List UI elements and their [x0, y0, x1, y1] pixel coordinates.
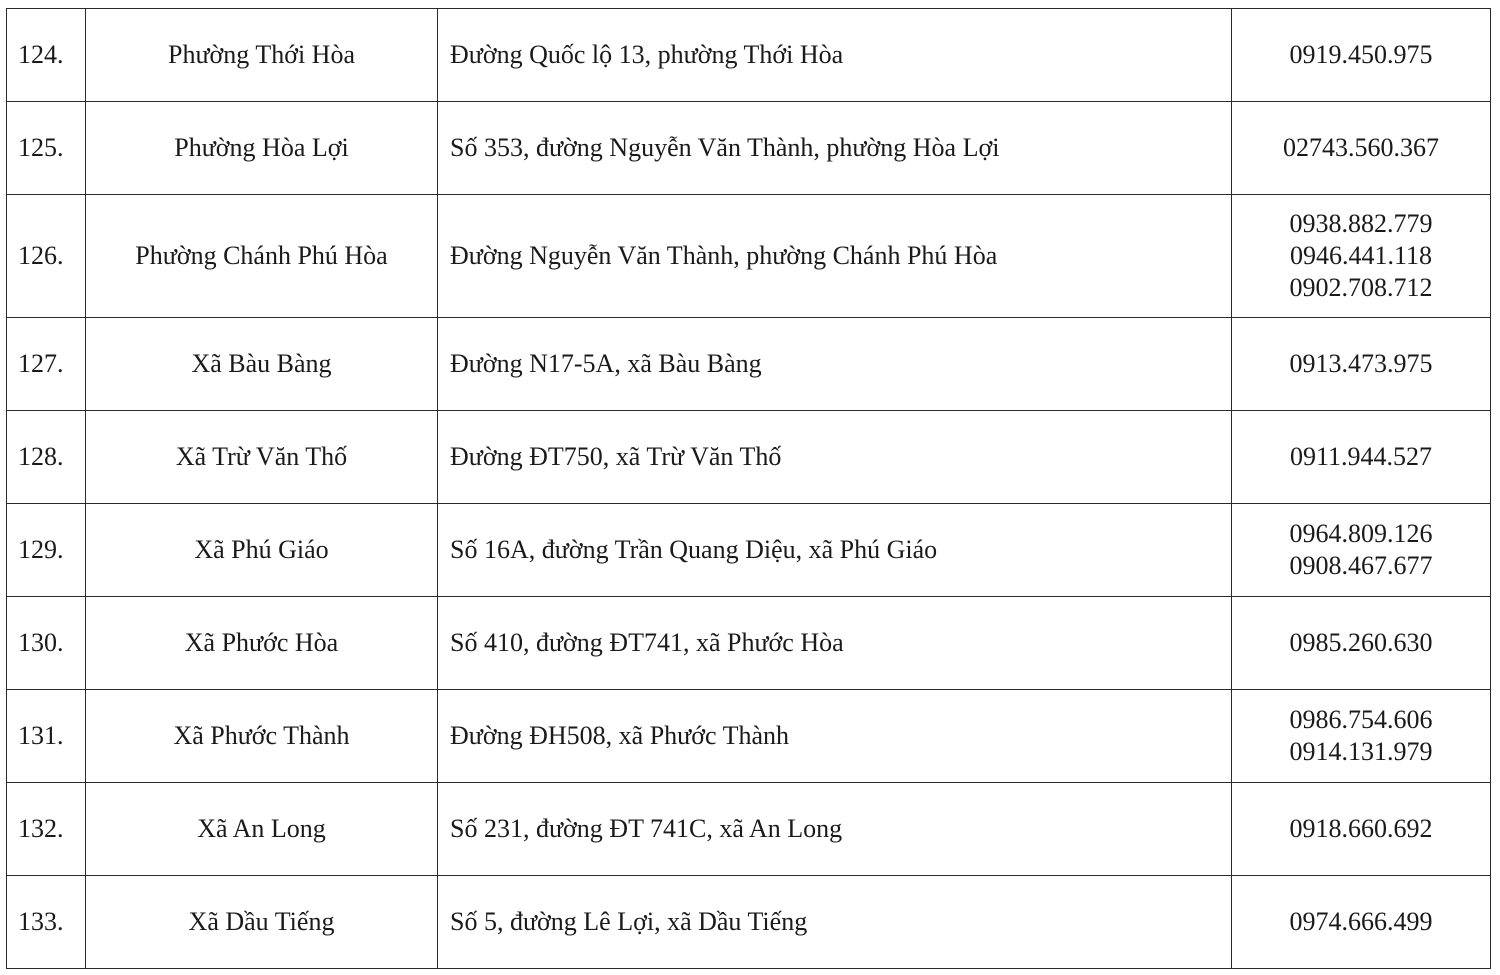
address: Số 16A, đường Trần Quang Diệu, xã Phú Giáo — [438, 504, 1232, 597]
table-row — [7, 876, 1491, 969]
address: Số 410, đường ĐT741, xã Phước Hòa — [438, 597, 1232, 690]
phone-cell — [1232, 102, 1491, 195]
row-number: 124. — [7, 9, 86, 102]
unit-name: Xã Phước Thành — [86, 690, 438, 783]
phone-number: 0911.944.527 — [1289, 442, 1433, 471]
address: Đường ĐT750, xã Trừ Văn Thố — [438, 411, 1232, 504]
phone-number: 02743.560.367 — [1283, 133, 1439, 162]
phone-number: 0946.441.118 — [1289, 241, 1433, 270]
row-number: 132. — [7, 783, 86, 876]
phone-cell — [1232, 9, 1491, 102]
unit-name: Xã Phú Giáo — [86, 504, 438, 597]
address: Số 5, đường Lê Lợi, xã Dầu Tiếng — [438, 876, 1232, 969]
phone-cell — [1232, 411, 1491, 504]
unit-name: Phường Thới Hòa — [86, 9, 438, 102]
row-number: 130. — [7, 597, 86, 690]
row-number: 128. — [7, 411, 86, 504]
phone-number: 0908.467.677 — [1289, 551, 1433, 580]
table-row — [7, 783, 1491, 876]
row-number: 129. — [7, 504, 86, 597]
unit-name: Xã Phước Hòa — [86, 597, 438, 690]
unit-name: Phường Chánh Phú Hòa — [86, 195, 438, 318]
row-number: 131. — [7, 690, 86, 783]
row-number: 125. — [7, 102, 86, 195]
phone-cell — [1232, 195, 1491, 318]
phone-cell — [1232, 876, 1491, 969]
table-row — [7, 195, 1491, 318]
table-row — [7, 411, 1491, 504]
row-number: 127. — [7, 318, 86, 411]
address: Số 353, đường Nguyễn Văn Thành, phường Hòa Lợi — [438, 102, 1232, 195]
address: Đường Nguyễn Văn Thành, phường Chánh Phú Hòa — [438, 195, 1232, 318]
phone-number: 0985.260.630 — [1289, 628, 1433, 657]
unit-name: Xã Dầu Tiếng — [86, 876, 438, 969]
unit-name: Phường Hòa Lợi — [86, 102, 438, 195]
phone-number: 0918.660.692 — [1289, 814, 1433, 843]
table-row — [7, 9, 1491, 102]
phone-cell — [1232, 783, 1491, 876]
unit-name: Xã Bàu Bàng — [86, 318, 438, 411]
contact-table — [6, 8, 1491, 969]
row-number: 126. — [7, 195, 86, 318]
phone-cell — [1232, 504, 1491, 597]
phone-cell — [1232, 690, 1491, 783]
address: Đường N17-5A, xã Bàu Bàng — [438, 318, 1232, 411]
row-number: 133. — [7, 876, 86, 969]
table-row — [7, 597, 1491, 690]
table-row — [7, 102, 1491, 195]
phone-cell — [1232, 318, 1491, 411]
phone-number: 0902.708.712 — [1289, 273, 1433, 302]
phone-number: 0919.450.975 — [1289, 40, 1433, 69]
table-row — [7, 318, 1491, 411]
unit-name: Xã An Long — [86, 783, 438, 876]
phone-number: 0974.666.499 — [1289, 907, 1433, 936]
table-row — [7, 504, 1491, 597]
phone-number: 0964.809.126 — [1289, 519, 1433, 548]
phone-cell — [1232, 597, 1491, 690]
phone-number: 0913.473.975 — [1289, 349, 1433, 378]
address: Đường Quốc lộ 13, phường Thới Hòa — [438, 9, 1232, 102]
phone-number: 0986.754.606 — [1289, 705, 1433, 734]
unit-name: Xã Trừ Văn Thố — [86, 411, 438, 504]
address: Đường ĐH508, xã Phước Thành — [438, 690, 1232, 783]
table-row — [7, 690, 1491, 783]
phone-number: 0938.882.779 — [1289, 209, 1433, 238]
address: Số 231, đường ĐT 741C, xã An Long — [438, 783, 1232, 876]
phone-number: 0914.131.979 — [1289, 737, 1433, 766]
